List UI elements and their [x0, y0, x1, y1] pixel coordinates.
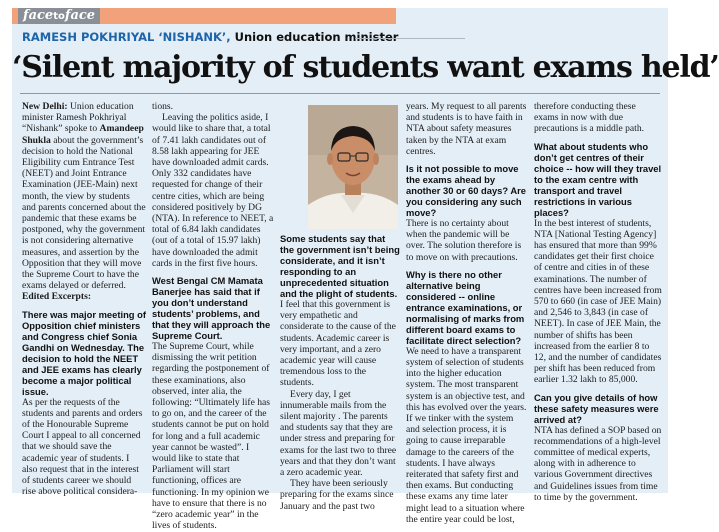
answer: tions. — [152, 101, 174, 112]
section-tag-bar — [12, 8, 396, 24]
question: Why is there no other alternative being considered -- online entrance examinations, or normalising of marks from different board exams to facilitate direct selection? — [406, 268, 525, 346]
byline-name: RAMESH POKHRIYAL ‘NISHANK’, — [22, 30, 231, 44]
question: There was major meeting of Opposition chief ministers and Congress chief Sonia Gandhi on Wednesday. The decision to hold the NEET and JEE exams has clearly become a major political issue. — [22, 308, 146, 397]
answer: Every day, I get innumerable mails from the silent majority . The parents and students say that they are under stress and preparing for exams for the last two to three years and that they don’t want a zero academic year. — [280, 388, 397, 479]
column-5 — [534, 101, 662, 503]
answer: They have been seriously preparing for the exams since January and the past two — [280, 478, 394, 512]
headline: ‘Silent majority of students want exams held’ — [12, 50, 719, 85]
excerpts-label: Edited Excerpts: — [22, 291, 92, 303]
byline — [22, 30, 398, 44]
question: Some students say that the government isn’t being considerate, and it isn’t responding to an unprecedented situation and the plight of students. — [280, 233, 400, 299]
question: What about students who don’t get centres of their choice -- how will they travel to the exam centre with transport and travel restrictions in various places? — [534, 140, 662, 218]
interviewer-name: Amandeep Shukla — [22, 123, 144, 146]
question: Can you give details of how these safety measures were arrived at? — [534, 391, 659, 425]
section-tag-part: face — [64, 8, 96, 23]
byline-role: Union education minister — [230, 30, 399, 44]
dateline: New Delhi: — [22, 101, 68, 112]
section-tag-part: face — [23, 8, 54, 23]
column-3 — [280, 233, 400, 512]
column-4 — [406, 101, 528, 525]
portrait-image — [308, 105, 398, 229]
column-1 — [22, 101, 146, 498]
answer: There is no certainty about when the pandemic will be over. The solution therefore is to move on with precautions. — [406, 218, 522, 263]
minister-photo — [308, 105, 398, 229]
answer: NTA has defined a SOP based on recommendations of a high-level committee of medical experts, along with in adherence to various Government directives and Guidelines issues from time to time by the government. — [534, 424, 662, 503]
answer: Leaving the politics aside, I would like to share that, a total of 7.41 lakh candidates out of 8.58 lakh appearing for JEE have downloaded admit cards. Only 332 candidates have requested for change of their centre cities, which are being considered positively by DG (NTA). In reference to NEET, a total of 6.84 lakh candidates (out of a total of 15.97 lakh) have downloaded the admit cards in the first five hours. — [152, 112, 274, 269]
answer: years. My request to all parents and students is to have faith in NTA about safety measures taken by the NTA at exam centres. — [406, 101, 527, 157]
section-tag — [18, 8, 100, 24]
section-tag-part: to — [53, 11, 65, 22]
question: West Bengal CM Mamata Banerjee has said that if you don’t understand students’ problems, and that they will approach the Supreme Court. — [152, 275, 271, 342]
intro-text: Union education minister Ramesh Pokhriyal “Nishank” spoke to — [22, 101, 134, 135]
intro-paragraph — [22, 101, 146, 303]
answer: We need to have a transparent system of selection of students into the higher education system. The most transparent system is an objective test, and this has evolved over the years. If we tinker with the system and selection process, it is going to cause irreparable damage to the careers of the students. I have always reiterated that safety first and then exams. But conducting these exams any time later might lead to a situation where the entire year could be lost, — [406, 345, 527, 525]
answer: I feel that this government is very empathetic and considerate to the cause of the students. Academic career is very important, and a zero academic year will cause tremendous loss to the students. — [280, 299, 396, 389]
intro-text: about the government’s decision to hold the National Eligibility cum Entrance Test (NEET) and Joint Entrance Examination (JEE-Main) next month, the view by students and parents concerned about the pandemic that these exams be postponed, why the government is not considering alternative measures, and assertion by the Opposition that they will move the Supreme Court to have the exams delayed or deferred. — [22, 134, 146, 292]
question: Is it not possible to move the exams ahead by another 30 or 60 days? Are you considering any such move? — [406, 163, 527, 219]
byline-divider — [355, 38, 465, 39]
answer: In the best interest of students, NTA [National Testing Agency] has ensured that more than 99% candidates get their first choice of centre and cities in of these examinations. The number of centres have been increased from 570 to 660 (in case of JEE Main) and 2,546 to 3,843 (in case of NEET). In case of JEE Main, the number of shifts has been increased from the earlier 8 to 12, and the number of candidates per shift has been reduced from earlier 1.32 lakh to 85,000. — [534, 217, 662, 386]
article — [12, 8, 719, 532]
answer: The Supreme Court, while dismissing the writ petition regarding the postponement of these examinations, also observed, inter alia, the following: “Ultimately life has to go on, and the career of the students cannot be put on hold for long and a full academic year cannot be wasted”. I would like to state that Parliament will start functioning, offices are functioning. In my opinion we have to ensure that there is no “zero academic year” in the lives of students. — [152, 341, 271, 532]
headline-divider — [20, 93, 660, 94]
answer: therefore conducting these exams in now with due precautions is a middle path. — [534, 101, 645, 135]
column-2 — [152, 101, 275, 532]
answer: As per the requests of the students and parents and orders of the Honourable Supreme Court I appeal to all concerned that we should save the academic year of students. I also request that in the interest of students career we should rise above political considera- — [22, 396, 143, 498]
